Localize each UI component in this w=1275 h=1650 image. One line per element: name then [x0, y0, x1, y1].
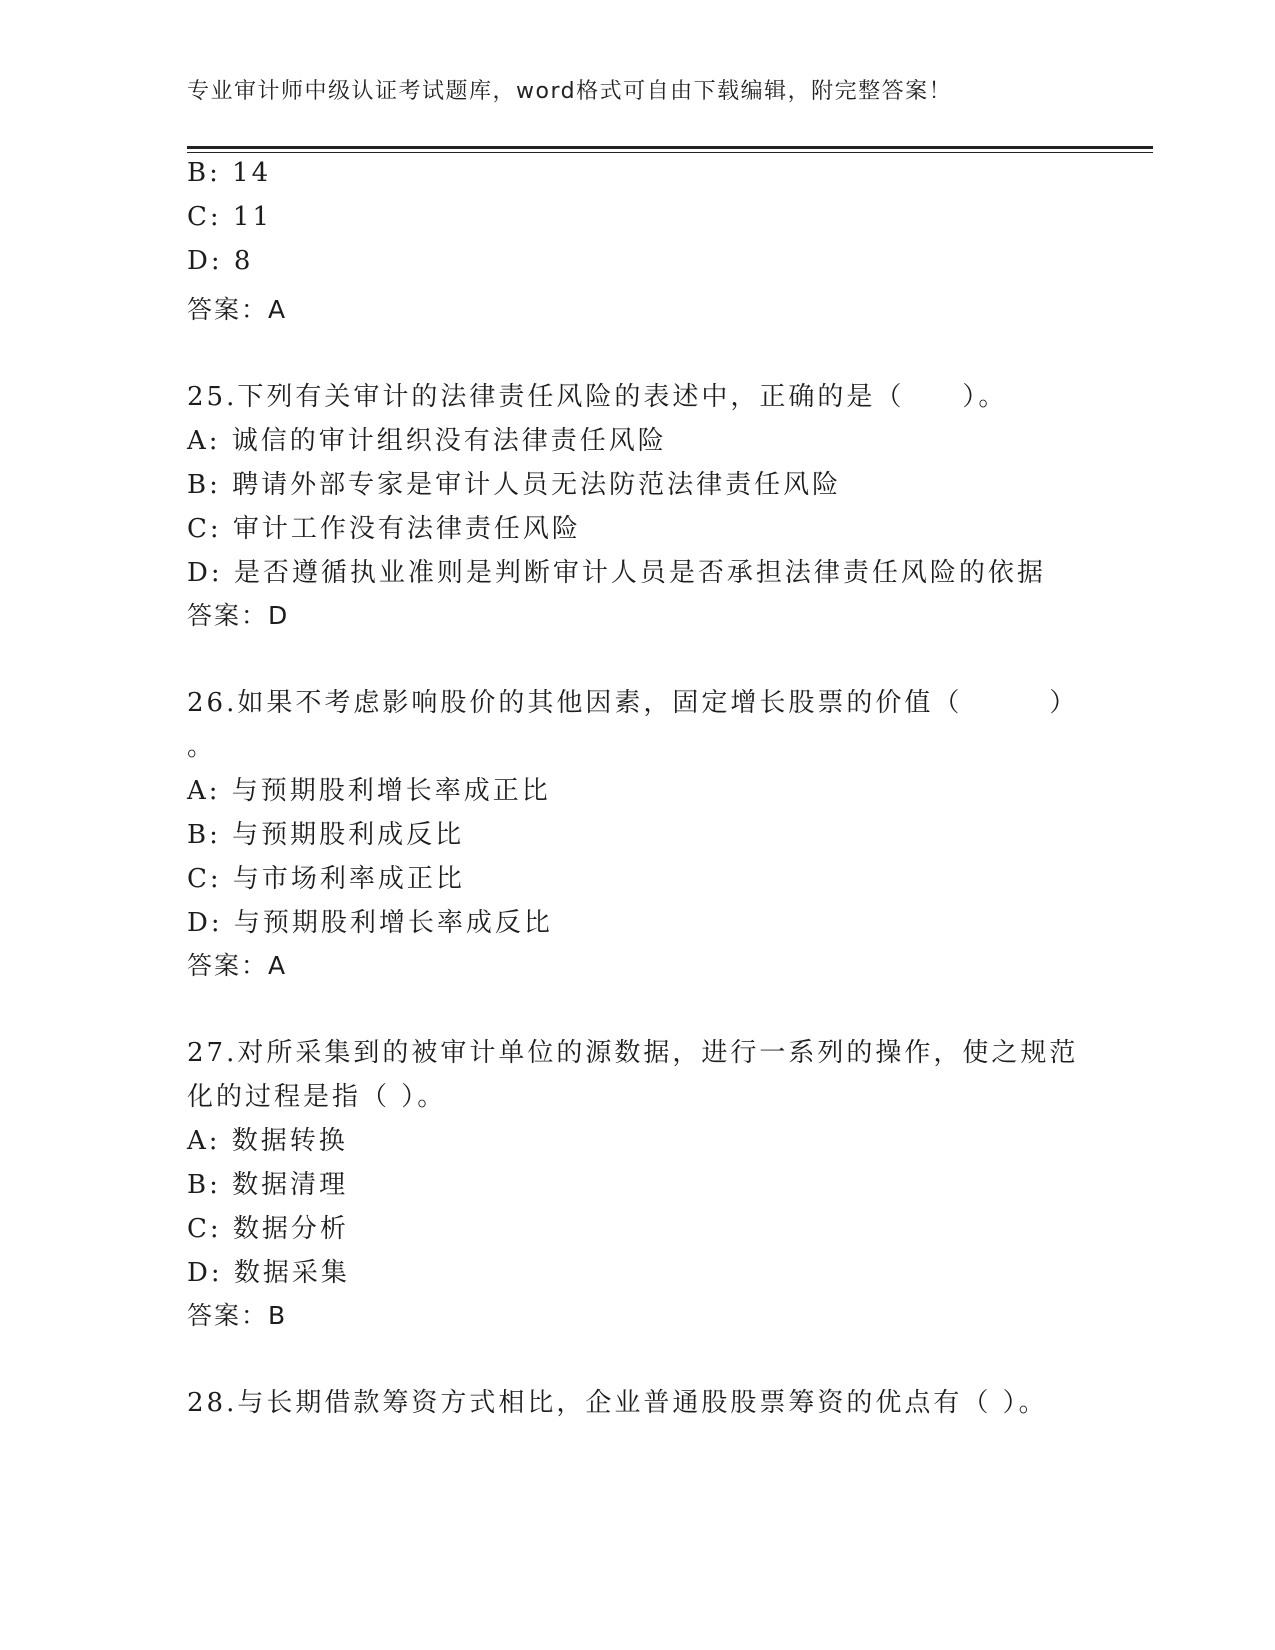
- option-b: B: 数据清理: [187, 1170, 349, 1200]
- answer: 答案：A: [187, 951, 288, 980]
- option-b: B: 聘请外部专家是审计人员无法防范法律责任风险: [187, 470, 842, 500]
- option-c: C: 11: [187, 202, 273, 232]
- option-b: B: 与预期股利成反比: [187, 820, 465, 850]
- question-27-stem-cont: 化的过程是指（ ）。: [187, 1082, 447, 1112]
- question-26-stem: 26.如果不考虑影响股价的其他因素，固定增长股票的价值（ ）: [187, 688, 1079, 718]
- question-26-stem-cont: 。: [187, 732, 217, 762]
- option-d: D: 是否遵循执业准则是判断审计人员是否承担法律责任风险的依据: [187, 558, 1046, 588]
- answer: 答案：A: [187, 295, 288, 324]
- option-c: C: 与市场利率成正比: [187, 864, 465, 894]
- option-a: A: 数据转换: [187, 1126, 348, 1156]
- option-c: C: 数据分析: [187, 1214, 349, 1244]
- header-rule-thin: [187, 152, 1153, 153]
- option-c: C: 审计工作没有法律责任风险: [187, 514, 581, 544]
- page-header: 专业审计师中级认证考试题库，word格式可自由下载编辑，附完整答案！: [187, 79, 953, 104]
- option-d: D: 数据采集: [187, 1258, 350, 1288]
- question-28-stem: 28.与长期借款筹资方式相比，企业普通股股票筹资的优点有（ ）。: [187, 1388, 1048, 1418]
- question-27-stem: 27.对所采集到的被审计单位的源数据，进行一系列的操作，使之规范: [187, 1038, 1079, 1068]
- question-25-stem: 25.下列有关审计的法律责任风险的表述中，正确的是（ ）。: [187, 382, 1008, 412]
- option-a: A: 诚信的审计组织没有法律责任风险: [187, 426, 667, 456]
- header-rule: [187, 146, 1153, 149]
- answer: 答案：B: [187, 1301, 288, 1330]
- option-d: D: 与预期股利增长率成反比: [187, 908, 553, 938]
- option-a: A: 与预期股利增长率成正比: [187, 776, 551, 806]
- option-b: B: 14: [187, 158, 272, 188]
- option-d: D: 8: [187, 246, 254, 276]
- answer: 答案：D: [187, 601, 290, 630]
